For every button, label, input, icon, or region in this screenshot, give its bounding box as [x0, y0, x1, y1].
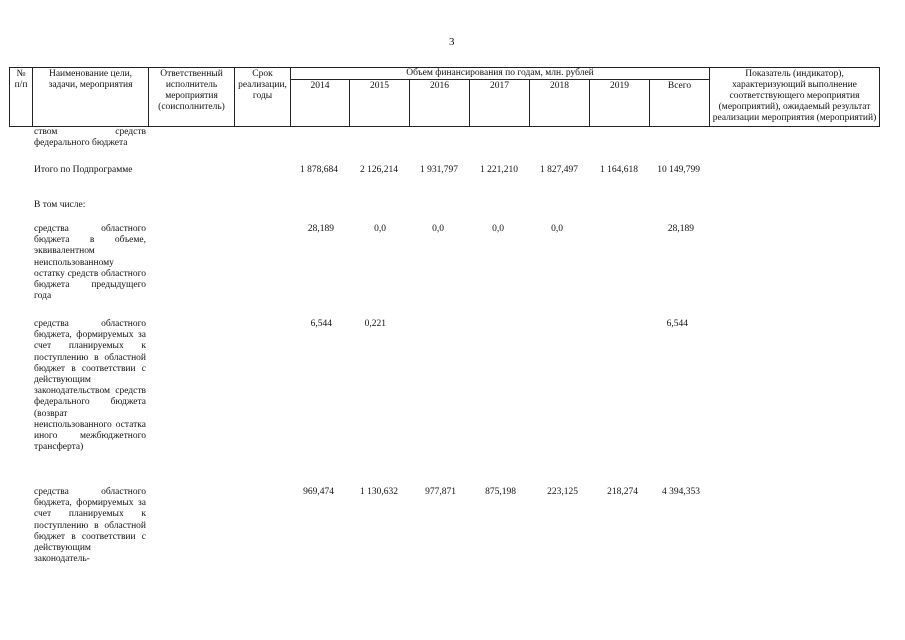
cell-value: 0,0: [551, 224, 563, 234]
cell-value: 1 130,632: [360, 487, 398, 497]
header-year-2017: 2017: [470, 80, 530, 127]
cell-value: 1 931,797: [420, 165, 458, 175]
header-col-name: Наименование цели, задачи, мероприятия: [33, 68, 149, 127]
header-year-2014: 2014: [291, 80, 350, 127]
cell-value: 969,474: [303, 487, 334, 497]
header-col-number: № п/п: [10, 68, 33, 127]
cell-value: 2 126,214: [360, 165, 398, 175]
row-name: В том числе:: [34, 200, 86, 210]
cell-value: 0,0: [432, 224, 444, 234]
row-name: ством средств федерального бюджета: [34, 127, 146, 149]
header-col-indicator: Показатель (индикатор), характеризующий выполнение соответствующего мероприятия (мероприятий), ожидаемый результат реализации мероприятия (мероприятий): [710, 68, 880, 127]
cell-value: 28,189: [667, 224, 694, 234]
header-total: Всего: [650, 80, 710, 127]
header-year-2016: 2016: [410, 80, 470, 127]
cell-value: 28,189: [307, 224, 334, 234]
row-name: средства областного бюджета в объеме, эквивалентном неиспользованному остатку средств областного бюджета предыдущего года: [34, 224, 146, 302]
header-year-2015: 2015: [350, 80, 410, 127]
row-name: средства областного бюджета, формируемых за счет планируемых к поступлению в областной бюджет в соответствии с действующим законодатель-: [34, 487, 146, 565]
cell-value: 1 827,497: [540, 165, 578, 175]
header-col-funding: Объем финансирования по годам, млн. рублей: [291, 68, 710, 80]
cell-value: 1 164,618: [600, 165, 638, 175]
header-col-term: Срок реализации, годы: [235, 68, 291, 127]
cell-value: 1 221,210: [480, 165, 518, 175]
header-year-2018: 2018: [530, 80, 590, 127]
cell-value: 223,125: [547, 487, 578, 497]
cell-value: 6,544: [666, 319, 688, 329]
cell-value: 218,274: [607, 487, 638, 497]
cell-value: 1 878,684: [300, 165, 338, 175]
cell-value: 0,0: [492, 224, 504, 234]
table-header: [9, 67, 880, 127]
cell-value: 977,871: [425, 487, 456, 497]
cell-value: 0,221: [364, 319, 386, 329]
row-name: средства областного бюджета, формируемых за счет планируемых к поступлению в областной бюджет в соответствии с действующим законодательством средств федерального бюджета (возврат неиспользованного остатка иного межбюджетного трансферта): [34, 319, 146, 453]
header-year-2019: 2019: [590, 80, 650, 127]
cell-value: 875,198: [485, 487, 516, 497]
cell-value: 6,544: [310, 319, 332, 329]
row-name: Итого по Подпрограмме: [34, 165, 133, 175]
header-col-responsible: Ответственный исполнитель мероприятия (соисполнитель): [149, 68, 235, 127]
cell-value: 4 394,353: [662, 487, 700, 497]
cell-value: 0,0: [374, 224, 386, 234]
cell-value: 10 149,799: [657, 165, 700, 175]
page-number: 3: [449, 36, 455, 48]
